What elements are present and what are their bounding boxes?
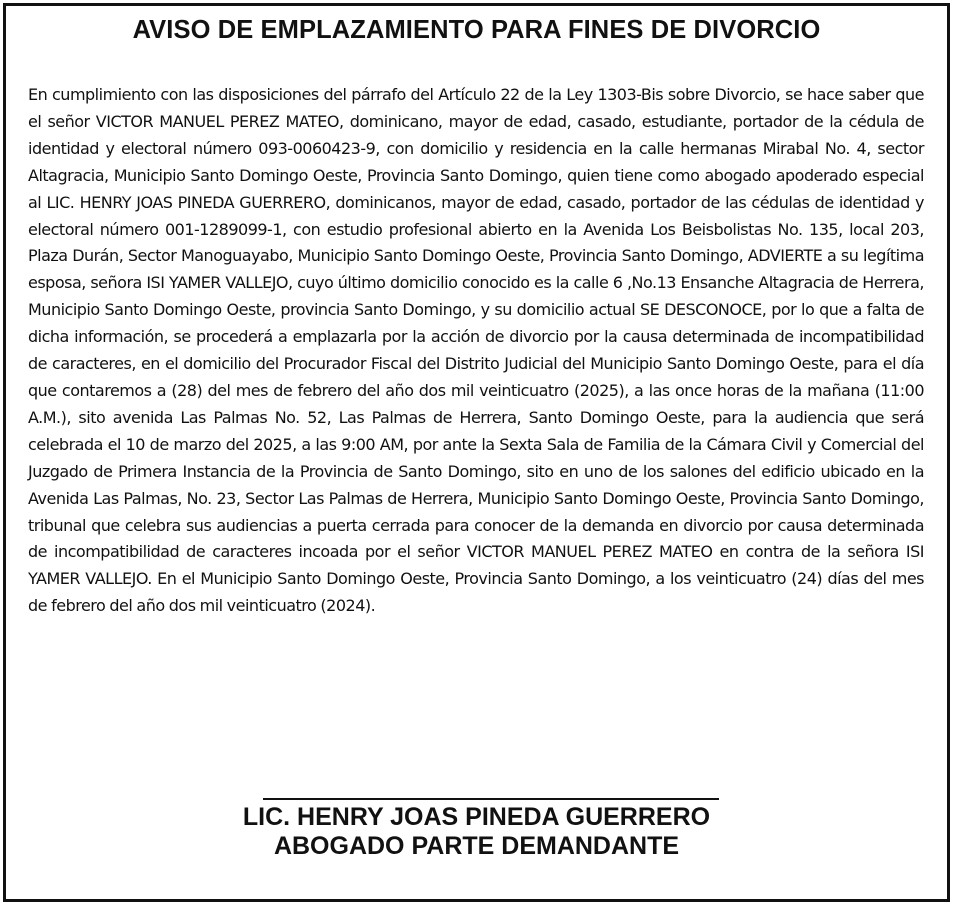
notice-title: AVISO DE EMPLAZAMIENTO PARA FINES DE DIVORCIO <box>132 16 821 44</box>
signature-name: LIC. HENRY JOAS PINEDA GUERRERO <box>242 803 711 831</box>
signature-line <box>263 798 719 800</box>
legal-notice <box>3 3 950 902</box>
notice-body: En cumplimiento con las disposiciones del párrafo del Artículo 22 de la Ley 1303-Bis sobre Divorcio, se hace saber que el señor VICTOR MANUEL PEREZ MATEO, dominicano, mayor de edad, casado, estudiante, portador de la cédula de identidad y electoral número 093-0060423-9, con domicilio y residencia en la calle hermanas Mirabal No. 4, sector Altagracia, Municipio Santo Domingo Oeste, Provincia Santo Domingo, quien tiene como abogado apoderado especial al LIC. HENRY JOAS PINEDA GUERRERO, dominicanos, mayor de edad, casado, portador de las cédulas de identidad y electoral número 001-1289099-1, con estudio profesional abierto en la Avenida Los Beisbolistas No. 135, local 203, Plaza Durán, Sector Manoguayabo, Municipio Santo Domingo Oeste, Provincia Santo Domingo, ADVIERTE a su legítima esposa, señora ISI YAMER VALLEJO, cuyo último domicilio conocido es la calle 6 ,No.13 Ensanche Altagracia de Herrera, Municipio Santo Domingo Oeste, provincia Santo Domingo, y su domicilio actual SE DESCONOCE, por lo que a falta de dicha información, se procederá a emplazarla por la acción de divorcio por la causa determinada de incompatibilidad de caracteres, en el domicilio del Procurador Fiscal del Distrito Judicial del Municipio Santo Domingo Oeste, para el día que contaremos a (28) del mes de febrero del año dos mil veinticuatro (2025), a las once horas de la mañana (11:00 A.M.), sito avenida Las Palmas No. 52, Las Palmas de Herrera, Santo Domingo Oeste, para la audiencia que será celebrada el 10 de marzo del 2025, a las 9:00 AM, por ante la Sexta Sala de Familia de la Cámara Civil y Comercial del Juzgado de Primera Instancia de la Provincia de Santo Domingo, sito en uno de los salones del edificio ubicado en la Avenida Las Palmas, No. 23, Sector Las Palmas de Herrera, Municipio Santo Domingo Oeste, Provincia Santo Domingo, tribunal que celebra sus audiencias a puerta cerrada para conocer de la demanda en divorcio por causa determinada de incompatibilidad de caracteres incoada por el señor VICTOR MANUEL PEREZ MATEO en contra de la señora ISI YAMER VALLEJO. En el Municipio Santo Domingo Oeste, Provincia Santo Domingo, a los veinticuatro (24) días del mes de febrero del año dos mil veinticuatro (2024). <box>28 85 924 616</box>
signature-role: ABOGADO PARTE DEMANDANTE <box>273 832 680 860</box>
